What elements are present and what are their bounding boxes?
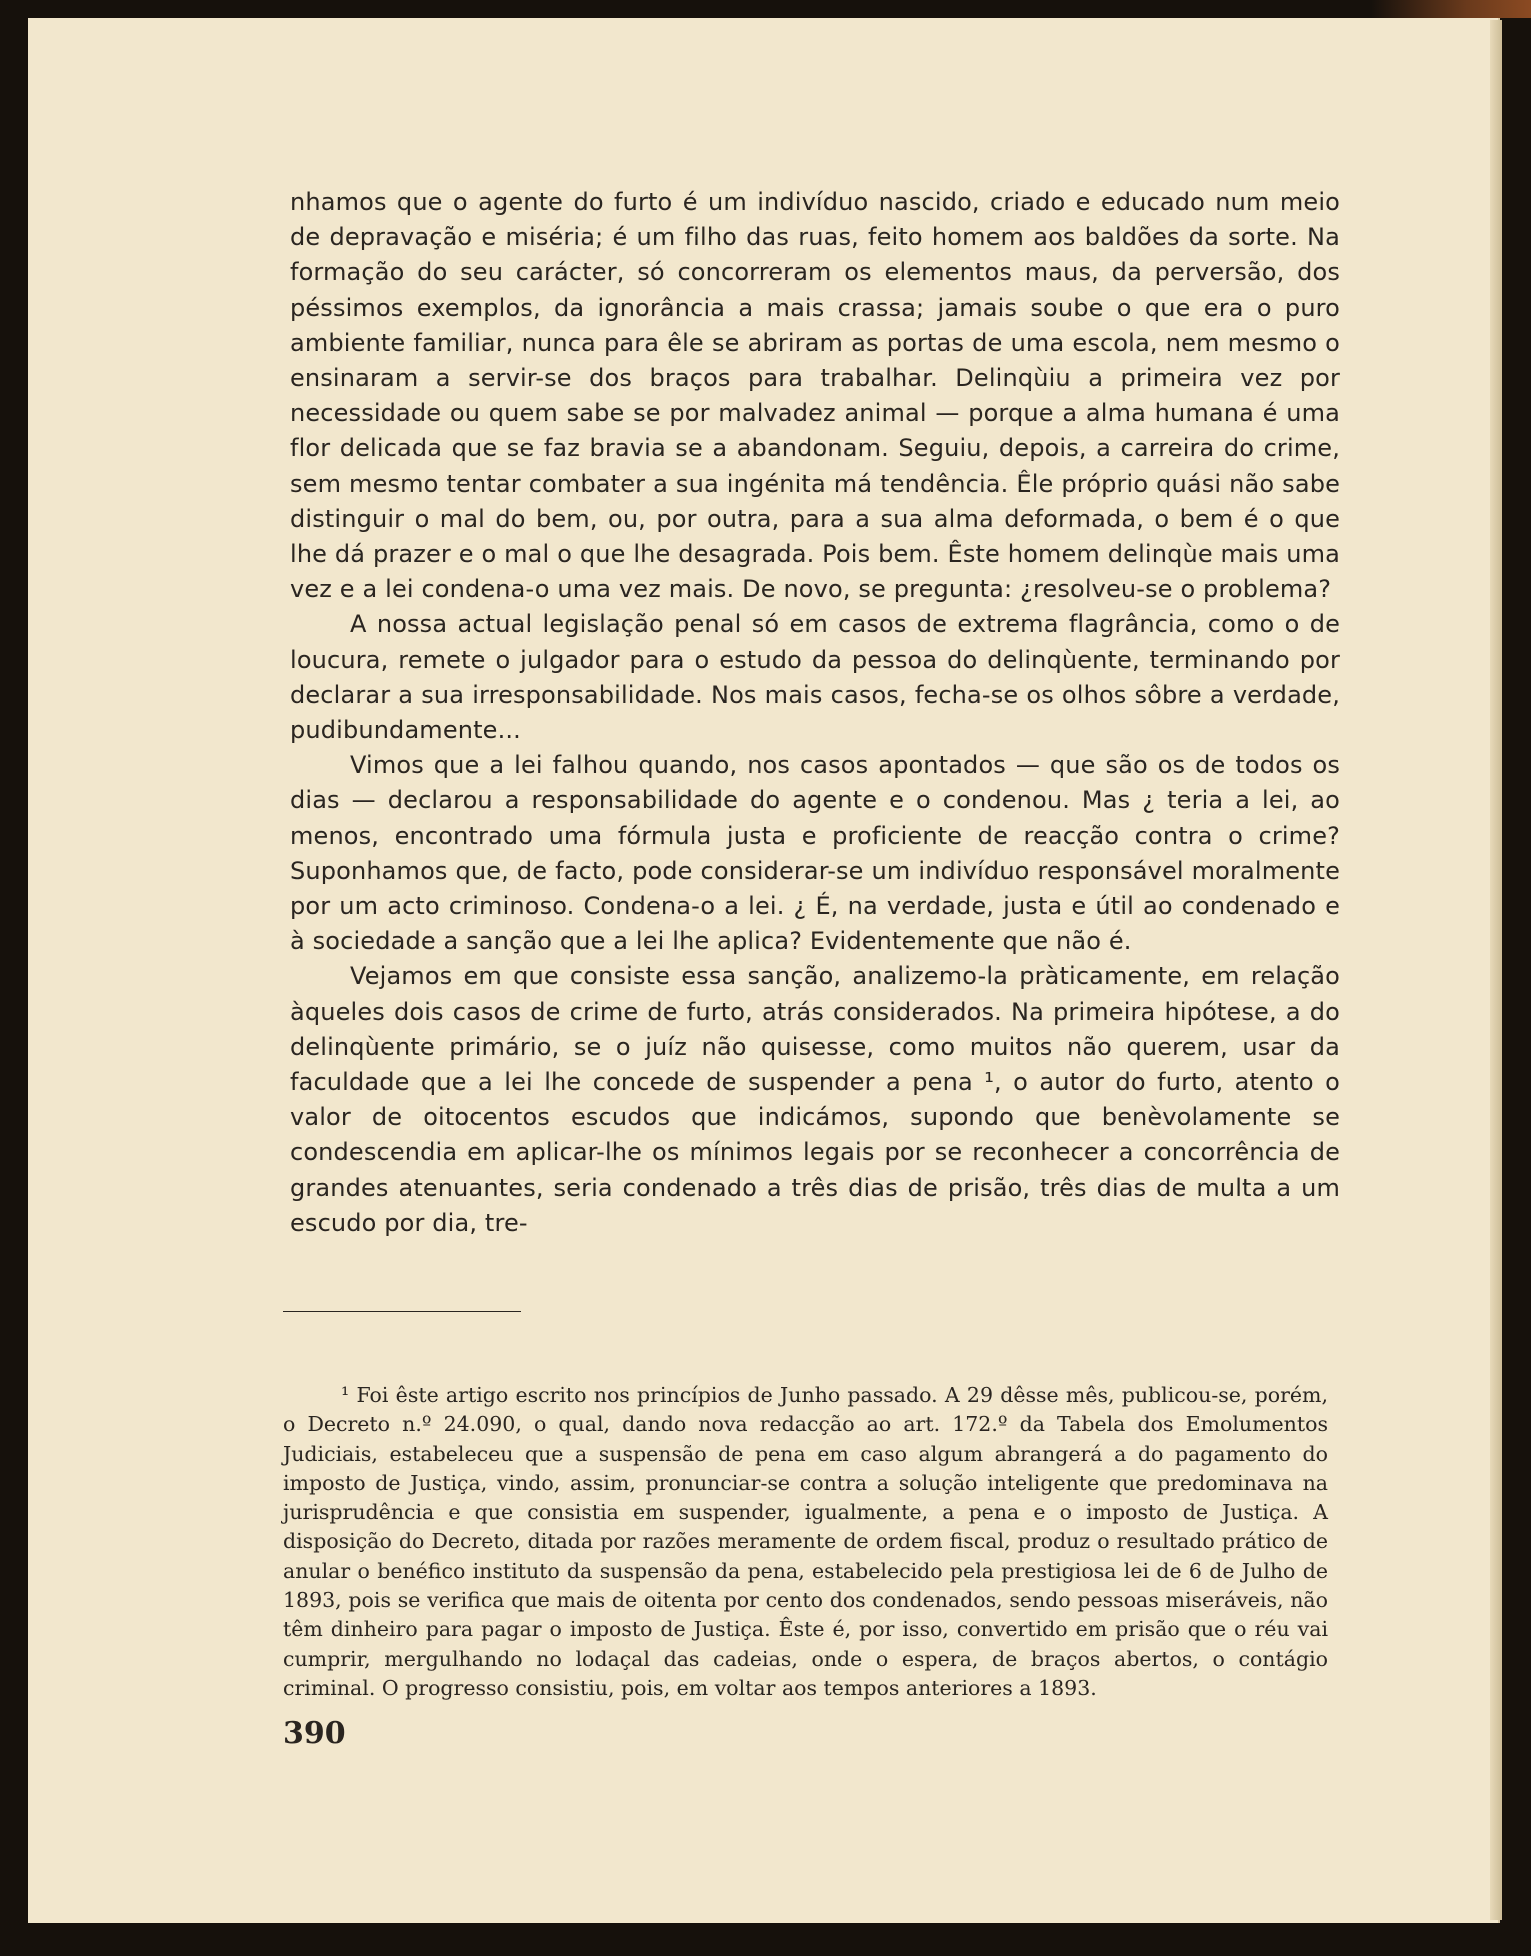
main-text bbox=[290, 185, 1340, 1241]
page-number: 390 bbox=[283, 1716, 346, 1751]
footnote: ¹ Foi êste artigo escrito nos princípios de Junho passado. A 29 dêsse mês, publicou-se, porém, o Decreto n.º 24.090, o qual, dando nova redacção ao art. 172.º da Tabela dos Emolumentos Judiciais, estabeleceu que a suspensão de pena em caso algum abrangerá a do pagamento do imposto de Justiça, vindo, assim, pronunciar-se contra a solução inteligente que predominava na jurisprudência e que consistia em suspender, igualmente, a pena e o imposto de Justiça. A disposição do Decreto, ditada por razões meramente de ordem fiscal, produz o resultado prático de anular o benéfico instituto da suspensão da pena, estabelecido pela prestigiosa lei de 6 de Julho de 1893, pois se verifica que mais de oitenta por cento dos condenados, sendo pessoas miseráveis, não têm dinheiro para pagar o imposto de Justiça. Êste é, por isso, convertido em prisão que o réu vai cumprir, mergulhando no lodaçal das cadeias, onde o espera, de braços abertos, o contágio criminal. O progresso consistiu, pois, em voltar aos tempos anteriores a 1893. bbox=[283, 1383, 1328, 1700]
torn-corner bbox=[1371, 0, 1531, 18]
paragraph: A nossa actual legislação penal só em casos de extrema flagrância, como o de loucura, remete o julgador para o estudo da pessoa do delinqùente, terminando por declarar a sua irresponsabilidade. Nos mais casos, fecha-se os olhos sôbre a verdade, pudibundamente... bbox=[290, 610, 1340, 745]
page-edge bbox=[1490, 20, 1502, 1920]
paragraph-continued: nhamos que o agente do furto é um indivíduo nascido, criado e educado num meio de depravação e miséria; é um filho das ruas, feito homem aos baldões da sorte. Na formação do seu carácter, só concorreram os elementos maus, da perversão, dos péssimos exemplos, da ignorância a mais crassa; jamais soube o que era o puro ambiente familiar, nunca para êle se abriram as portas de uma escola, nem mesmo o ensinaram a servir-se dos braços para trabalhar. Delinqùiu a primeira vez por necessidade ou quem sabe se por malvadez animal — porque a alma humana é uma flor delicada que se faz bravia se a abandonam. Seguiu, depois, a carreira do crime, sem mesmo tentar combater a sua ingénita má tendência. Êle próprio quási não sabe distinguir o mal do bem, ou, por outra, para a sua alma deformada, o bem é o que lhe dá prazer e o mal o que lhe desagrada. Pois bem. Êste homem delinqùe mais uma vez e a lei condena-o uma vez mais. De novo, se pregunta: ¿resolveu-se o problema? bbox=[290, 188, 1340, 604]
paragraph: Vimos que a lei falhou quando, nos casos apontados — que são os de todos os dias — declarou a responsabilidade do agente e o condenou. Mas ¿ teria a lei, ao menos, encontrado uma fórmula justa e proficiente de reacção contra o crime? Suponhamos que, de facto, pode considerar-se um indivíduo responsável moralmente por um acto criminoso. Condena-o a lei. ¿ É, na verdade, justa e útil ao condenado e à sociedade a sanção que a lei lhe aplica? Evidentemente que não é. bbox=[290, 751, 1340, 956]
footnote-divider bbox=[283, 1311, 521, 1312]
paragraph: Vejamos em que consiste essa sanção, analizemo-la pràticamente, em relação àqueles dois casos de crime de furto, atrás considerados. Na primeira hipótese, a do delinqùente primário, se o juíz não quisesse, como muitos não querem, usar da faculdade que a lei lhe concede de suspender a pena ¹, o autor do furto, atento o valor de oitocentos escudos que indicámos, supondo que benèvolamente se condescendia em aplicar-lhe os mínimos legais por se reconhecer a concorrência de grandes atenuantes, seria condenado a três dias de prisão, três dias de multa a um escudo por dia, tre- bbox=[290, 962, 1340, 1237]
